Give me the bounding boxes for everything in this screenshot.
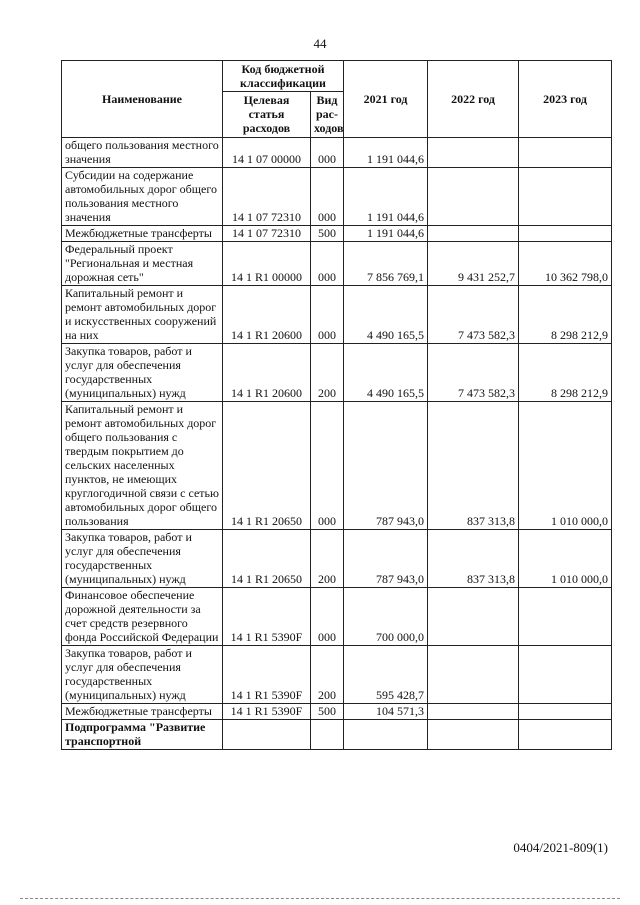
table-row (62, 168, 612, 226)
cell-y2023 (519, 704, 612, 720)
cell-name: Федеральный проект "Региональная и местная дорожная сеть" (62, 242, 223, 286)
cell-type: 200 (311, 344, 344, 402)
cell-y2021: 7 856 769,1 (344, 242, 428, 286)
cell-y2023 (519, 226, 612, 242)
header-name: Наименование (62, 61, 223, 138)
header-2023: 2023 год (519, 61, 612, 138)
cell-target: 14 1 R1 5390F (223, 704, 311, 720)
cell-target: 14 1 R1 5390F (223, 646, 311, 704)
cell-y2021 (344, 720, 428, 750)
cell-y2022 (428, 168, 519, 226)
table-row (62, 138, 612, 168)
cell-name: Межбюджетные трансферты (62, 226, 223, 242)
cell-target: 14 1 07 72310 (223, 226, 311, 242)
cell-type: 000 (311, 286, 344, 344)
cell-name: Закупка товаров, работ и услуг для обеспечения государственных (муниципальных) нужд (62, 344, 223, 402)
scan-edge-line (20, 898, 620, 899)
cell-type: 000 (311, 138, 344, 168)
cell-y2022 (428, 138, 519, 168)
cell-name: Межбюджетные трансферты (62, 704, 223, 720)
cell-y2021: 700 000,0 (344, 588, 428, 646)
cell-y2023: 10 362 798,0 (519, 242, 612, 286)
cell-type (311, 720, 344, 750)
cell-y2021: 104 571,3 (344, 704, 428, 720)
table-row (62, 720, 612, 750)
table-row (62, 286, 612, 344)
cell-y2022: 7 473 582,3 (428, 286, 519, 344)
header-target: Целевая статья расходов (223, 92, 311, 138)
cell-y2021: 1 191 044,6 (344, 138, 428, 168)
cell-target: 14 1 R1 00000 (223, 242, 311, 286)
table-row (62, 646, 612, 704)
cell-target: 14 1 R1 5390F (223, 588, 311, 646)
cell-y2022 (428, 226, 519, 242)
cell-name: Закупка товаров, работ и услуг для обеспечения государственных (муниципальных) нужд (62, 530, 223, 588)
cell-y2023 (519, 720, 612, 750)
table-row (62, 402, 612, 530)
cell-type: 200 (311, 530, 344, 588)
cell-type: 500 (311, 704, 344, 720)
header-code-group: Код бюджетной классификации (223, 61, 344, 92)
cell-y2021: 595 428,7 (344, 646, 428, 704)
cell-name: Капитальный ремонт и ремонт автомобильных дорог общего пользования с твердым покрытием до сельских населенных пунктов, не имеющих круглогодичной связи с сетью автомобильных дорог общего пользования (62, 402, 223, 530)
cell-y2023 (519, 168, 612, 226)
cell-type: 500 (311, 226, 344, 242)
cell-y2022 (428, 588, 519, 646)
cell-type: 000 (311, 588, 344, 646)
cell-target: 14 1 R1 20650 (223, 402, 311, 530)
cell-target (223, 720, 311, 750)
cell-y2022: 837 313,8 (428, 530, 519, 588)
cell-y2021: 4 490 165,5 (344, 344, 428, 402)
cell-target: 14 1 R1 20650 (223, 530, 311, 588)
cell-name: Субсидии на содержание автомобильных дорог общего пользования местного значения (62, 168, 223, 226)
cell-y2021: 1 191 044,6 (344, 226, 428, 242)
table-row (62, 242, 612, 286)
cell-target: 14 1 R1 20600 (223, 344, 311, 402)
cell-y2021: 1 191 044,6 (344, 168, 428, 226)
cell-type: 000 (311, 242, 344, 286)
cell-y2023: 8 298 212,9 (519, 286, 612, 344)
cell-y2022 (428, 646, 519, 704)
table-row (62, 704, 612, 720)
cell-type: 000 (311, 168, 344, 226)
cell-y2023 (519, 138, 612, 168)
cell-target: 14 1 R1 20600 (223, 286, 311, 344)
cell-y2023 (519, 588, 612, 646)
cell-y2021: 4 490 165,5 (344, 286, 428, 344)
cell-target: 14 1 07 00000 (223, 138, 311, 168)
cell-name: общего пользования местного значения (62, 138, 223, 168)
cell-name: Подпрограмма "Развитие транспортной (62, 720, 223, 750)
cell-y2023: 1 010 000,0 (519, 402, 612, 530)
cell-y2022: 7 473 582,3 (428, 344, 519, 402)
cell-y2023 (519, 646, 612, 704)
cell-y2022 (428, 720, 519, 750)
table-row (62, 344, 612, 402)
cell-name: Закупка товаров, работ и услуг для обеспечения государственных (муниципальных) нужд (62, 646, 223, 704)
header-2022: 2022 год (428, 61, 519, 138)
cell-y2022 (428, 704, 519, 720)
table-row (62, 588, 612, 646)
cell-y2021: 787 943,0 (344, 530, 428, 588)
header-type: Вид рас-ходов (311, 92, 344, 138)
budget-table (61, 60, 612, 750)
header-2021: 2021 год (344, 61, 428, 138)
table-row (62, 530, 612, 588)
cell-type: 200 (311, 646, 344, 704)
cell-y2023: 8 298 212,9 (519, 344, 612, 402)
page-number: 44 (313, 36, 327, 51)
cell-y2021: 787 943,0 (344, 402, 428, 530)
cell-y2022: 837 313,8 (428, 402, 519, 530)
cell-target: 14 1 07 72310 (223, 168, 311, 226)
cell-type: 000 (311, 402, 344, 530)
cell-y2023: 1 010 000,0 (519, 530, 612, 588)
cell-y2022: 9 431 252,7 (428, 242, 519, 286)
document-code: 0404/2021-809(1) (513, 840, 608, 855)
cell-name: Капитальный ремонт и ремонт автомобильных дорог и искусственных сооружений на них (62, 286, 223, 344)
cell-name: Финансовое обеспечение дорожной деятельности за счет средств резервного фонда Российской Федерации (62, 588, 223, 646)
table-row (62, 226, 612, 242)
